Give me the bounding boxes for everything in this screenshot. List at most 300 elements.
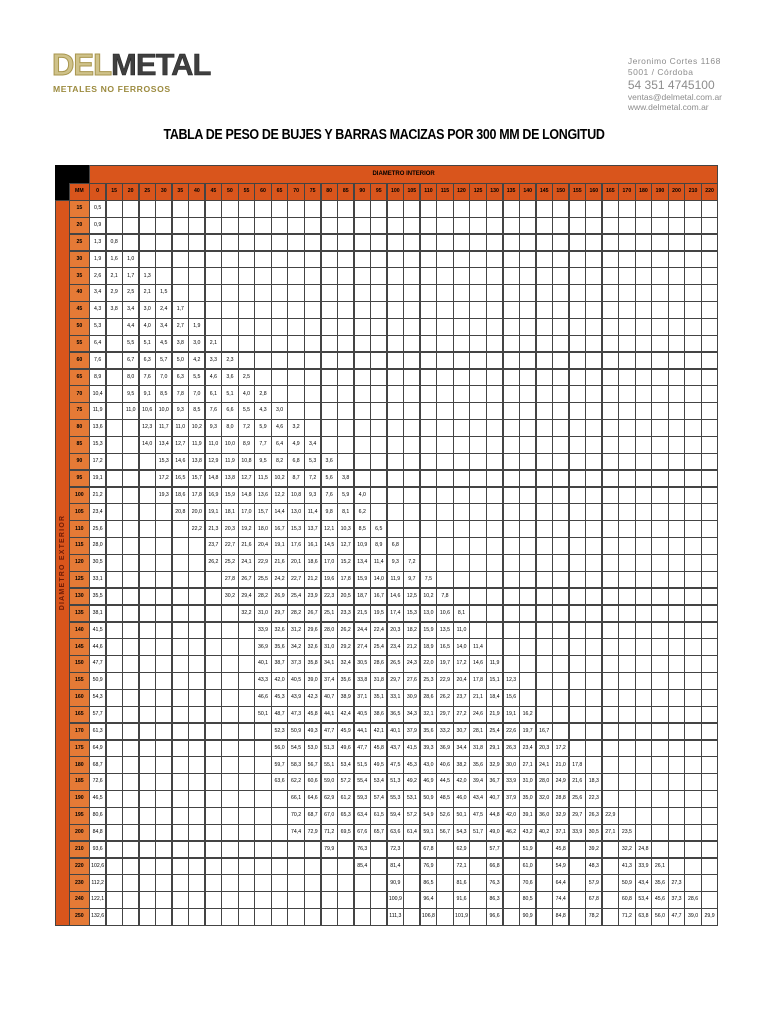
table-cell: 1,9 [188,318,205,336]
table-cell: 3,6 [221,369,238,387]
row-header: 145 [69,638,90,656]
table-cell [238,251,255,269]
table-cell [585,301,602,319]
table-cell [519,672,536,690]
table-cell [701,301,718,319]
row-header: 90 [69,453,90,471]
table-cell [370,335,387,353]
table-cell [585,723,602,741]
table-cell: 50,9 [420,790,437,808]
table-cell [701,622,718,640]
table-cell [618,436,635,454]
table-cell [585,520,602,538]
table-cell [420,251,437,269]
table-cell: 37,9 [403,723,420,741]
table-cell [254,908,271,926]
table-cell [238,200,255,218]
table-cell: 27,1 [602,824,619,842]
table-cell [602,453,619,471]
table-cell: 15,1 [486,672,503,690]
table-cell [287,200,304,218]
table-cell: 31,0 [321,638,338,656]
table-cell: 23,7 [205,537,222,555]
table-cell [651,672,668,690]
table-cell [139,858,156,876]
table-cell: 6,6 [221,402,238,420]
table-cell [684,487,701,505]
table-cell [684,773,701,791]
table-cell [602,251,619,269]
table-cell [271,301,288,319]
table-cell [701,385,718,403]
table-cell: 46,6 [254,689,271,707]
table-cell [287,908,304,926]
table-cell [684,655,701,673]
table-cell: 38,6 [370,706,387,724]
table-cell: 10,8 [287,487,304,505]
table-cell [618,638,635,656]
table-cell [188,672,205,690]
table-cell: 67,0 [321,807,338,825]
table-cell: 31,2 [287,622,304,640]
table-cell [635,706,652,724]
table-cell: 29,9 [701,908,718,926]
table-cell [569,251,586,269]
table-cell [503,402,520,420]
table-cell: 45,8 [552,841,569,859]
table-cell: 8,0 [122,369,139,387]
table-cell [701,706,718,724]
table-cell: 11,9 [486,655,503,673]
table-cell [254,335,271,353]
table-cell: 42,4 [337,706,354,724]
table-cell: 40,1 [254,655,271,673]
table-cell [436,470,453,488]
table-cell [436,419,453,437]
table-cell: 40,2 [536,824,553,842]
table-cell: 2,8 [254,385,271,403]
table-cell [271,891,288,909]
table-cell: 21,9 [486,706,503,724]
table-cell [503,453,520,471]
table-cell [552,352,569,370]
table-cell: 3,3 [205,352,222,370]
table-cell [618,723,635,741]
table-cell: 53,1 [403,790,420,808]
table-cell [188,740,205,758]
table-cell [701,335,718,353]
row-header: 250 [69,908,90,926]
table-cell [701,369,718,387]
table-cell: 23,4 [387,638,404,656]
table-cell: 14,6 [172,453,189,471]
table-cell: 28,6 [370,655,387,673]
table-cell: 132,6 [89,908,106,926]
table-cell [287,301,304,319]
table-cell [155,740,172,758]
table-cell: 45,9 [337,723,354,741]
table-cell [254,740,271,758]
table-cell: 11,5 [254,470,271,488]
table-cell [668,655,685,673]
table-cell [403,267,420,285]
table-cell [453,402,470,420]
table-cell [701,554,718,572]
table-cell: 13,5 [436,622,453,640]
table-cell: 17,2 [453,655,470,673]
table-cell: 36,9 [254,638,271,656]
table-cell: 20,0 [188,503,205,521]
table-cell [701,638,718,656]
table-cell [635,318,652,336]
table-cell [635,284,652,302]
table-cell: 28,2 [254,588,271,606]
weight-table [55,165,713,925]
table-cell [503,470,520,488]
table-cell [503,335,520,353]
table-cell [519,402,536,420]
table-cell [354,436,371,454]
table-cell [684,217,701,235]
table-cell: 17,0 [238,503,255,521]
table-cell [668,385,685,403]
table-cell: 35,6 [651,874,668,892]
table-cell [519,605,536,623]
table-cell: 32,2 [618,841,635,859]
table-cell [122,453,139,471]
table-cell [453,419,470,437]
table-cell [304,419,321,437]
table-cell [205,655,222,673]
table-cell [254,217,271,235]
table-cell [155,858,172,876]
table-cell [122,487,139,505]
table-cell [552,622,569,640]
table-cell: 1,7 [122,267,139,285]
row-header: 55 [69,335,90,353]
table-cell [668,554,685,572]
table-cell [536,554,553,572]
table-cell [304,335,321,353]
table-cell: 27,2 [453,706,470,724]
table-cell [618,470,635,488]
table-cell [106,807,123,825]
table-cell [139,773,156,791]
column-header: 155 [569,183,586,201]
table-cell: 13,0 [287,503,304,521]
table-cell [618,318,635,336]
table-cell [552,588,569,606]
table-cell [651,352,668,370]
table-cell: 36,7 [486,773,503,791]
table-cell: 15,2 [337,554,354,572]
table-cell [370,470,387,488]
table-cell [486,402,503,420]
table-cell [701,874,718,892]
table-cell: 47,7 [668,908,685,926]
table-cell [503,605,520,623]
table-cell [122,234,139,252]
table-cell: 20,4 [453,672,470,690]
table-cell [370,284,387,302]
table-cell [486,352,503,370]
table-cell [486,217,503,235]
table-cell [106,908,123,926]
table-cell [701,402,718,420]
table-cell: 2,9 [106,284,123,302]
table-cell [205,622,222,640]
table-cell [569,335,586,353]
table-cell [635,824,652,842]
table-cell [585,622,602,640]
table-cell [602,385,619,403]
table-cell [122,824,139,842]
table-cell [635,419,652,437]
table-cell [139,807,156,825]
table-cell: 9,3 [304,487,321,505]
table-cell [370,858,387,876]
table-cell [354,251,371,269]
table-cell [354,453,371,471]
table-cell: 79,9 [321,841,338,859]
table-cell [155,537,172,555]
column-header: 85 [337,183,354,201]
table-cell [618,419,635,437]
table-cell [701,891,718,909]
table-cell: 19,2 [238,520,255,538]
table-cell [387,419,404,437]
column-header: 30 [155,183,172,201]
table-cell [139,756,156,774]
table-cell [205,807,222,825]
table-cell [188,807,205,825]
table-cell [271,234,288,252]
table-cell: 27,6 [403,672,420,690]
row-header: 115 [69,537,90,555]
table-cell [552,234,569,252]
table-cell: 57,4 [370,790,387,808]
table-cell [420,335,437,353]
table-cell: 63,4 [354,807,371,825]
table-cell [569,200,586,218]
table-cell [321,402,338,420]
table-cell [188,234,205,252]
table-cell [238,908,255,926]
table-cell [536,605,553,623]
table-cell [536,874,553,892]
column-header: 220 [701,183,718,201]
table-cell [602,655,619,673]
table-cell [635,470,652,488]
table-cell [618,352,635,370]
table-cell [684,335,701,353]
table-cell: 31,8 [370,672,387,690]
table-cell [122,622,139,640]
table-cell [106,352,123,370]
table-cell: 13,0 [420,605,437,623]
table-cell [503,267,520,285]
table-cell [172,520,189,538]
table-cell [569,318,586,336]
table-cell: 9,5 [122,385,139,403]
table-cell [469,318,486,336]
table-cell [205,891,222,909]
table-cell [486,571,503,589]
table-cell: 24,1 [238,554,255,572]
table-cell [552,284,569,302]
table-cell [155,874,172,892]
table-cell: 23,9 [304,588,321,606]
table-cell [701,756,718,774]
table-cell: 18,4 [486,689,503,707]
table-cell [668,790,685,808]
table-cell: 2,5 [122,284,139,302]
table-cell [569,605,586,623]
table-cell [503,217,520,235]
table-cell: 51,7 [469,824,486,842]
row-header: 120 [69,554,90,572]
table-cell [420,385,437,403]
table-cell [420,284,437,302]
table-cell: 10,3 [337,520,354,538]
table-cell: 33,9 [503,773,520,791]
table-cell [684,807,701,825]
table-cell [370,436,387,454]
contact-block [628,56,722,112]
table-cell: 1,7 [172,301,189,319]
table-cell [668,217,685,235]
table-cell: 10,0 [221,436,238,454]
table-cell [486,318,503,336]
table-cell [503,571,520,589]
table-cell: 21,2 [403,638,420,656]
table-cell [519,689,536,707]
table-cell [106,335,123,353]
table-cell [469,335,486,353]
table-cell [155,723,172,741]
table-cell: 22,4 [370,622,387,640]
table-cell [403,335,420,353]
table-cell [635,807,652,825]
table-cell: 27,3 [668,874,685,892]
table-cell [304,318,321,336]
table-cell [536,891,553,909]
table-cell: 2,4 [155,301,172,319]
table-cell [503,874,520,892]
table-cell [387,318,404,336]
table-cell: 3,8 [172,335,189,353]
table-cell [453,318,470,336]
table-cell: 15,7 [254,503,271,521]
table-cell: 28,0 [536,773,553,791]
table-cell [122,520,139,538]
table-cell [701,807,718,825]
table-cell: 17,8 [337,571,354,589]
table-cell: 102,6 [89,858,106,876]
column-header: 90 [354,183,371,201]
table-cell [188,588,205,606]
row-header: 230 [69,874,90,892]
table-cell [172,908,189,926]
table-cell: 21,2 [304,571,321,589]
table-cell [287,402,304,420]
table-cell: 22,9 [436,672,453,690]
table-cell [254,723,271,741]
table-cell: 63,6 [387,824,404,842]
table-cell [585,352,602,370]
table-cell [254,858,271,876]
table-cell [684,369,701,387]
table-cell: 25,1 [321,605,338,623]
table-cell [602,267,619,285]
table-cell [238,335,255,353]
table-cell: 19,1 [89,470,106,488]
table-cell: 27,8 [221,571,238,589]
table-cell [684,605,701,623]
table-cell [403,369,420,387]
table-cell [519,588,536,606]
table-cell [585,571,602,589]
table-cell [139,790,156,808]
table-cell [172,251,189,269]
table-cell: 12,9 [205,453,222,471]
table-cell [701,537,718,555]
table-cell: 96,6 [486,908,503,926]
table-cell [122,217,139,235]
table-cell [684,234,701,252]
table-cell [453,251,470,269]
table-cell [221,891,238,909]
column-header: 140 [519,183,536,201]
table-cell [420,267,437,285]
table-cell [106,723,123,741]
table-cell [469,217,486,235]
table-cell [403,402,420,420]
table-cell [453,369,470,387]
table-cell [436,487,453,505]
column-header: 45 [205,183,222,201]
table-cell: 29,7 [569,807,586,825]
table-cell [651,790,668,808]
table-cell [139,234,156,252]
table-cell [635,740,652,758]
table-cell [106,773,123,791]
table-cell [420,520,437,538]
table-cell [321,352,338,370]
table-cell [287,385,304,403]
table-cell: 16,1 [304,537,321,555]
table-cell [321,385,338,403]
table-cell [254,352,271,370]
table-cell [701,419,718,437]
table-cell [651,419,668,437]
table-cell: 22,7 [287,571,304,589]
table-cell [172,638,189,656]
table-cell [503,385,520,403]
table-cell [387,503,404,521]
table-cell [287,841,304,859]
table-cell [569,234,586,252]
table-cell: 44,1 [354,723,371,741]
table-cell: 7,0 [155,369,172,387]
table-cell [221,790,238,808]
table-cell [420,419,437,437]
logo-wordmark: DELMETAL [52,47,211,82]
table-cell [139,537,156,555]
table-cell [106,689,123,707]
table-cell [469,470,486,488]
table-cell: 39,0 [304,672,321,690]
